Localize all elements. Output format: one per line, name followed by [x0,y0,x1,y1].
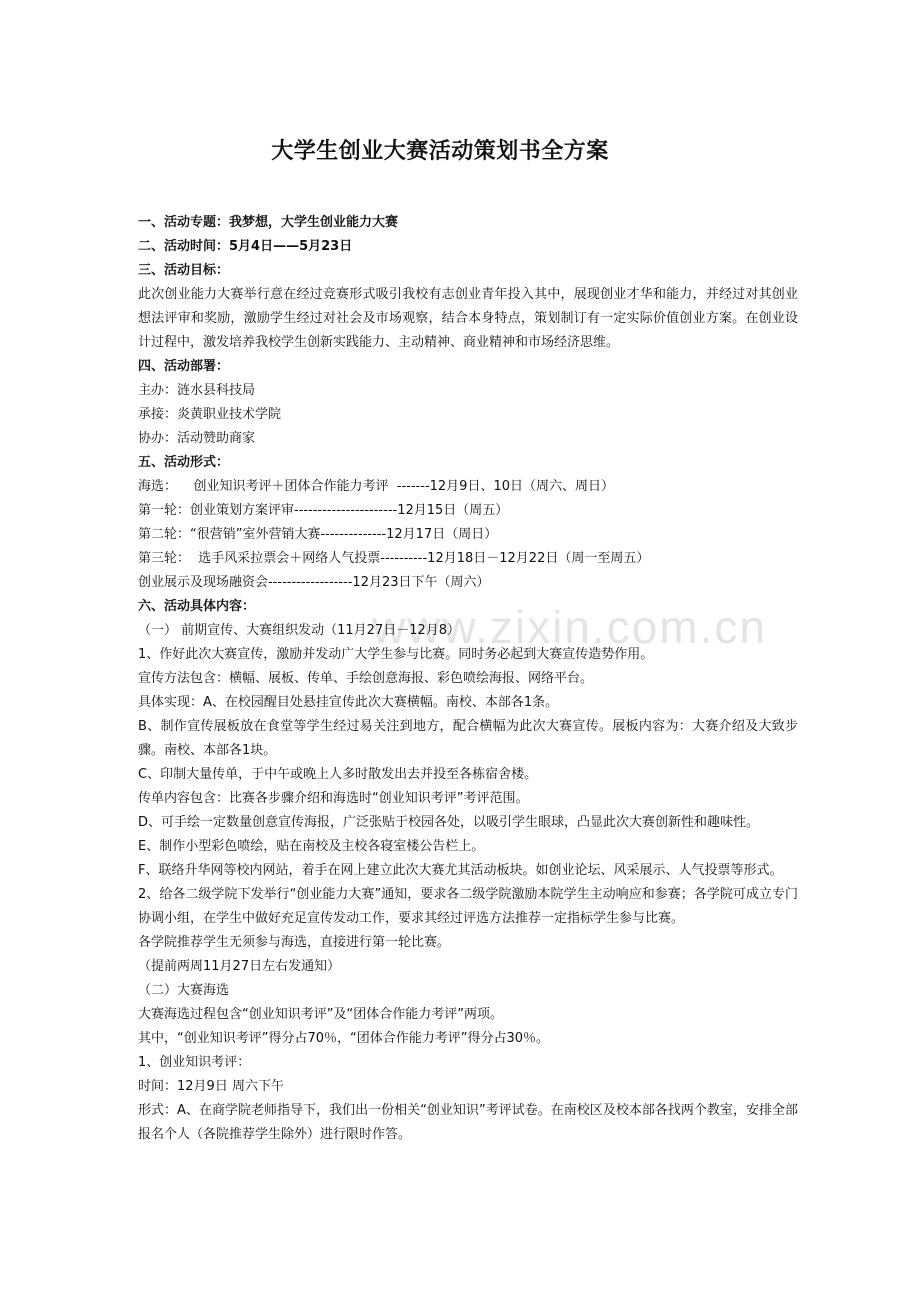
body-paragraph: D、可手绘一定数量创意宣传海报，广泛张贴于校园各处，以吸引学生眼球，凸显此次大赛创新性和趣味性。 [138,815,760,830]
section-heading: 三、活动目标： [138,263,230,278]
body-paragraph: F、联络升华网等校内网站，着手在网上建立此次大赛尤其活动板块。如创业论坛、风采展示、人气投票等形式。 [138,863,783,878]
body-paragraph: 协办：活动赞助商家 [138,431,256,446]
watermark: www.zixin.com.cn [372,601,767,653]
body-paragraph: 第二轮：“很营销”室外营销大赛--------------12月17日（周日） [138,527,498,542]
body-paragraph: 承接：炎黄职业技术学院 [138,407,282,422]
body-paragraph: （二）大赛海选 [138,983,230,998]
body-paragraph: 第三轮： 选手风采拉票会＋网络人气投票----------12月18日－12月22日（周一至周五） [138,551,650,566]
body-paragraph: 形式：A、在商学院老师指导下，我们出一份相关“创业知识”考评试卷。在南校区及校本部各找两个教室，安排全部报名个人（各院推荐学生除外）进行限时作答。 [138,1103,798,1142]
body-paragraph: 1、创业知识考评： [138,1055,251,1070]
body-paragraph: B、制作宣传展板放在食堂等学生经过易关注到地方，配合横幅为此次大赛宣传。展板内容为：大赛介绍及大致步骤。南校、本部各1块。 [138,719,798,758]
body-paragraph: 宣传方法包含：横幅、展板、传单、手绘创意海报、彩色喷绘海报、网络平台。 [138,671,594,686]
body-paragraph: 海选： 创业知识考评＋团体合作能力考评 -------12月9日、10日（周六、周日） [138,479,614,494]
section-heading: 二、活动时间：5月4日——5月23日 [138,239,353,254]
section-heading: 一、活动专题：我梦想，大学生创业能力大赛 [138,215,399,230]
document-body [138,211,798,1147]
body-paragraph: 大赛海选过程包含“创业知识考评”及“团体合作能力考评”两项。 [138,1007,503,1022]
section-heading: 五、活动形式： [138,455,230,470]
body-paragraph: 创业展示及现场融资会------------------12月23日下午（周六） [138,575,490,590]
body-paragraph: （提前两周11月27日左右发通知） [138,959,341,974]
body-paragraph: C、印制大量传单，于中午或晚上人多时散发出去并投至各栋宿舍楼。 [138,767,538,782]
section-heading: 六、活动具体内容： [138,599,256,614]
body-paragraph: 其中，“创业知识考评”得分占70％，“团体合作能力考评”得分占30％。 [138,1031,550,1046]
body-paragraph: 此次创业能力大赛举行意在经过竞赛形式吸引我校有志创业青年投入其中，展现创业才华和能力，并经过对其创业想法评审和奖励，激励学生经过对社会及市场观察，结合本身特点，策划制订有一定实际价值创业方案。在创业设计过程中，激发培养我校学生创新实践能力、主动精神、商业精神和市场经济思维。 [138,287,798,350]
body-paragraph: 1、作好此次大赛宣传，激励并发动广大学生参与比赛。同时务必起到大赛宣传造势作用。 [138,647,654,662]
body-paragraph: 传单内容包含：比赛各步骤介绍和海选时“创业知识考评”考评范围。 [138,791,529,806]
body-paragraph: （一） 前期宣传、大赛组织发动（11月27日－12月8） [138,623,461,638]
body-paragraph: E、制作小型彩色喷绘，贴在南校及主校各寝室楼公告栏上。 [138,839,485,854]
body-paragraph: 各学院推荐学生无须参与海选，直接进行第一轮比赛。 [138,935,451,950]
document-title: 大学生创业大赛活动策划书全方案 [271,139,609,164]
body-paragraph: 具体实现：A、在校园醒目处悬挂宣传此次大赛横幅。南校、本部各1条。 [138,695,559,710]
body-paragraph: 2、给各二级学院下发举行“创业能力大赛”通知，要求各二级学院激励本院学生主动响应和参赛；各学院可成立专门协调小组，在学生中做好充足宣传发动工作，要求其经过评选方法推荐一定指标学生参与比赛。 [138,887,798,926]
body-paragraph: 第一轮：创业策划方案评审----------------------12月15日（周五） [138,503,509,518]
body-paragraph: 时间：12月9日 周六下午 [138,1079,284,1094]
section-heading: 四、活动部署： [138,359,230,374]
body-paragraph: 主办：涟水县科技局 [138,383,256,398]
